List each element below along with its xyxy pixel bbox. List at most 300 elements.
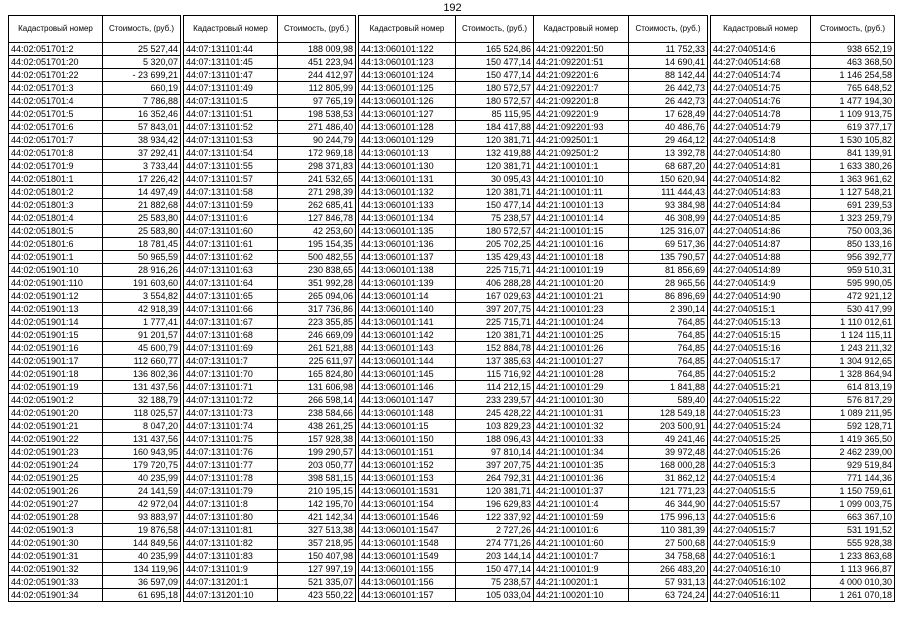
cadastral-number-cell: 44:13:060101:145 (359, 368, 456, 381)
cadastral-number-cell: 44:21:100101:59 (534, 511, 629, 524)
table-row (534, 433, 708, 446)
table-row (359, 472, 534, 485)
cadastral-number-cell: 44:27:040515:6 (711, 511, 811, 524)
table-row (711, 537, 895, 550)
table-row (359, 121, 534, 134)
cadastral-number-cell: 44:07:131101:61 (184, 238, 278, 251)
cost-cell: 105 033,04 (456, 589, 534, 602)
cost-cell: 397 207,75 (456, 303, 534, 316)
cadastral-number-cell: 44:13:060101:157 (359, 589, 456, 602)
cadastral-number-cell: 44:13:060101:155 (359, 563, 456, 576)
table-row (184, 238, 356, 251)
cadastral-number-cell: 44:02:051901:27 (9, 498, 103, 511)
cadastral-number-cell: 44:02:051701:22 (9, 69, 103, 82)
cost-cell: 264 792,31 (456, 472, 534, 485)
cadastral-number-cell: 44:02:051901:18 (9, 368, 103, 381)
cadastral-number-cell: 44:13:060101:133 (359, 199, 456, 212)
cost-cell: 13 392,78 (629, 147, 708, 160)
cadastral-number-cell: 44:02:051901:1 (9, 251, 103, 264)
cost-cell: 57 843,01 (103, 121, 181, 134)
cadastral-number-cell: 44:13:060101:131 (359, 173, 456, 186)
cadastral-number-cell: 44:02:051701:4 (9, 95, 103, 108)
table-row (534, 472, 708, 485)
table-row (534, 459, 708, 472)
table-row (711, 277, 895, 290)
cadastral-number-cell: 44:27:040514:79 (711, 121, 811, 134)
cadastral-number-cell: 44:02:051901:21 (9, 420, 103, 433)
table-row (534, 199, 708, 212)
cadastral-number-cell: 44:07:131101:60 (184, 225, 278, 238)
cadastral-number-cell: 44:02:051801:5 (9, 225, 103, 238)
cost-cell: 40 235,99 (103, 472, 181, 485)
cadastral-number-cell: 44:07:131101:6 (184, 212, 278, 225)
cost-cell: 274 771,26 (456, 537, 534, 550)
table-row (534, 134, 708, 147)
cadastral-number-cell: 44:13:060101:130 (359, 160, 456, 173)
table-row (9, 368, 181, 381)
cadastral-number-cell: 44:27:040515:57 (711, 498, 811, 511)
cost-cell: 42 972,04 (103, 498, 181, 511)
cost-cell: 97 810,14 (456, 446, 534, 459)
cost-cell: 118 025,57 (103, 407, 181, 420)
table-row (534, 342, 708, 355)
table-row (711, 368, 895, 381)
table-row (711, 446, 895, 459)
table-row (711, 199, 895, 212)
cost-cell: 120 381,71 (456, 160, 534, 173)
cost-cell: 125 316,07 (629, 225, 708, 238)
cost-cell: 69 517,36 (629, 238, 708, 251)
cost-cell: 49 241,46 (629, 433, 708, 446)
cadastral-number-header: Кадастровый номер (9, 16, 103, 43)
cost-cell: 663 367,10 (811, 511, 895, 524)
table-row (711, 550, 895, 563)
cadastral-number-cell: 44:27:040516:10 (711, 563, 811, 576)
cadastral-number-cell: 44:21:092201:9 (534, 108, 629, 121)
cadastral-number-cell: 44:07:131101:54 (184, 147, 278, 160)
cadastral-number-cell: 44:21:100201:1 (534, 576, 629, 589)
cadastral-number-cell: 44:21:100101:26 (534, 342, 629, 355)
cadastral-number-cell: 44:21:100101:11 (534, 186, 629, 199)
cost-cell: 225 715,71 (456, 316, 534, 329)
cadastral-number-cell: 44:21:100201:10 (534, 589, 629, 602)
cadastral-number-cell: 44:07:131101:64 (184, 277, 278, 290)
cost-cell: 764,85 (629, 342, 708, 355)
table-row (9, 238, 181, 251)
table-row (184, 459, 356, 472)
cost-cell: 150 477,14 (456, 199, 534, 212)
cadastral-number-cell: 44:27:040515:21 (711, 381, 811, 394)
cadastral-number-cell: 44:07:131101:65 (184, 290, 278, 303)
cost-cell: 463 368,50 (811, 56, 895, 69)
table-row (534, 147, 708, 160)
cost-cell: 4 000 010,30 (811, 576, 895, 589)
cadastral-number-cell: 44:27:040515:7 (711, 524, 811, 537)
cost-cell: 225 611,97 (278, 355, 356, 368)
cost-cell: 27 500,68 (629, 537, 708, 550)
table-row (359, 69, 534, 82)
cost-cell: - 23 699,21 (103, 69, 181, 82)
table-row (9, 329, 181, 342)
table-row (9, 498, 181, 511)
cadastral-number-cell: 44:27:040514:75 (711, 82, 811, 95)
table-row (534, 43, 708, 56)
table-row (359, 186, 534, 199)
table-row (184, 368, 356, 381)
cadastral-number-cell: 44:13:060101:15 (359, 420, 456, 433)
cadastral-number-cell: 44:07:131101:70 (184, 368, 278, 381)
cost-cell: 223 355,85 (278, 316, 356, 329)
table-row (359, 173, 534, 186)
cost-header: Стоимость, (руб.) (629, 16, 708, 43)
table-row (9, 147, 181, 160)
table-row (711, 264, 895, 277)
table-row (9, 212, 181, 225)
cost-cell: 175 996,13 (629, 511, 708, 524)
table-row (711, 95, 895, 108)
cadastral-number-cell: 44:07:131101:9 (184, 563, 278, 576)
cost-cell: 750 003,36 (811, 225, 895, 238)
cost-cell: 18 781,45 (103, 238, 181, 251)
cadastral-number-cell: 44:27:040515:4 (711, 472, 811, 485)
cadastral-number-cell: 44:27:040514:78 (711, 108, 811, 121)
table-row (9, 485, 181, 498)
cost-cell: 168 000,28 (629, 459, 708, 472)
cost-cell: 30 095,43 (456, 173, 534, 186)
table-row (534, 329, 708, 342)
cost-cell: 120 381,71 (456, 186, 534, 199)
table-row (184, 485, 356, 498)
cadastral-number-cell: 44:21:100101:32 (534, 420, 629, 433)
table-row (534, 264, 708, 277)
table-row (184, 82, 356, 95)
cadastral-number-cell: 44:13:060101:139 (359, 277, 456, 290)
cadastral-number-cell: 44:27:040514:83 (711, 186, 811, 199)
cost-cell: 764,85 (629, 355, 708, 368)
table-row (184, 433, 356, 446)
cadastral-number-cell: 44:21:100101:21 (534, 290, 629, 303)
cadastral-number-cell: 44:07:131101:72 (184, 394, 278, 407)
cost-cell: 121 771,23 (629, 485, 708, 498)
cadastral-number-cell: 44:27:040514:80 (711, 147, 811, 160)
cadastral-number-cell: 44:02:051701:6 (9, 121, 103, 134)
table-row (711, 472, 895, 485)
cadastral-number-cell: 44:21:100101:35 (534, 459, 629, 472)
cadastral-number-cell: 44:21:092201:51 (534, 56, 629, 69)
cadastral-number-cell: 44:21:100101:31 (534, 407, 629, 420)
table-row (711, 173, 895, 186)
cost-cell: 17 628,49 (629, 108, 708, 121)
cadastral-cost-table-2 (183, 15, 356, 602)
table-row (534, 537, 708, 550)
cadastral-number-cell: 44:27:040514:85 (711, 212, 811, 225)
table-row (9, 160, 181, 173)
cadastral-number-cell: 44:07:131101:80 (184, 511, 278, 524)
cadastral-number-cell: 44:27:040515:5 (711, 485, 811, 498)
cost-cell: 24 141,59 (103, 485, 181, 498)
cost-cell: 8 047,20 (103, 420, 181, 433)
cost-cell: 135 790,57 (629, 251, 708, 264)
table-row (184, 316, 356, 329)
table-row (9, 511, 181, 524)
cadastral-number-cell: 44:21:100101:18 (534, 251, 629, 264)
cost-cell: 42 253,60 (278, 225, 356, 238)
cadastral-number-cell: 44:27:040515:1 (711, 303, 811, 316)
cost-cell: 45 600,79 (103, 342, 181, 355)
table-row (534, 186, 708, 199)
table-row (534, 95, 708, 108)
table-row (711, 355, 895, 368)
cost-cell: 144 849,56 (103, 537, 181, 550)
table-row (359, 524, 534, 537)
cost-cell: 451 223,94 (278, 56, 356, 69)
cost-cell: 438 261,25 (278, 420, 356, 433)
cadastral-number-cell: 44:27:040514:81 (711, 160, 811, 173)
cadastral-number-cell: 44:21:100101:29 (534, 381, 629, 394)
table-row (534, 550, 708, 563)
cadastral-number-cell: 44:07:131101:79 (184, 485, 278, 498)
table-row (184, 576, 356, 589)
cadastral-number-cell: 44:21:100101:23 (534, 303, 629, 316)
cadastral-number-cell: 44:13:060101:135 (359, 225, 456, 238)
cost-cell: 19 876,58 (103, 524, 181, 537)
cadastral-number-cell: 44:21:100101:33 (534, 433, 629, 446)
table-row (184, 563, 356, 576)
cost-cell: 93 384,98 (629, 199, 708, 212)
table-row (9, 459, 181, 472)
cadastral-number-cell: 44:02:051901:13 (9, 303, 103, 316)
cost-cell: 592 128,71 (811, 420, 895, 433)
cost-cell: 357 218,95 (278, 537, 356, 550)
cost-cell: 50 965,59 (103, 251, 181, 264)
table-row (534, 511, 708, 524)
table-row (534, 368, 708, 381)
cadastral-number-cell: 44:21:092201:93 (534, 121, 629, 134)
cost-cell: 28 965,56 (629, 277, 708, 290)
cadastral-number-cell: 44:13:060101:137 (359, 251, 456, 264)
cost-cell: 298 371,83 (278, 160, 356, 173)
cost-cell: 75 238,57 (456, 212, 534, 225)
table-row (9, 303, 181, 316)
cadastral-number-cell: 44:21:100101:30 (534, 394, 629, 407)
table-row (359, 147, 534, 160)
table-row (184, 147, 356, 160)
table-row (9, 381, 181, 394)
table-row (9, 264, 181, 277)
cadastral-number-cell: 44:02:051701:7 (9, 134, 103, 147)
cost-cell: 225 715,71 (456, 264, 534, 277)
table-row (711, 56, 895, 69)
cost-cell: 500 482,55 (278, 251, 356, 264)
cadastral-number-cell: 44:13:060101:128 (359, 121, 456, 134)
cadastral-number-cell: 44:02:051701:8 (9, 147, 103, 160)
cost-cell: 122 337,92 (456, 511, 534, 524)
table-row (184, 251, 356, 264)
cost-cell: 576 817,29 (811, 394, 895, 407)
cost-cell: 165 524,86 (456, 43, 534, 56)
cadastral-number-cell: 44:27:040514:89 (711, 264, 811, 277)
cadastral-number-cell: 44:21:100101:13 (534, 199, 629, 212)
cost-cell: 112 805,99 (278, 82, 356, 95)
cadastral-number-cell: 44:02:051901:3 (9, 524, 103, 537)
cost-cell: 63 724,24 (629, 589, 708, 602)
cost-cell: 1 323 259,79 (811, 212, 895, 225)
table-row (184, 160, 356, 173)
cost-cell: 1 841,88 (629, 381, 708, 394)
cadastral-cost-table-1 (8, 15, 181, 602)
table-row (534, 56, 708, 69)
cost-cell: 1 113 966,87 (811, 563, 895, 576)
cadastral-number-cell: 44:07:131101:62 (184, 251, 278, 264)
table-row (359, 238, 534, 251)
cadastral-number-cell: 44:07:131201:10 (184, 589, 278, 602)
cost-cell: 86 896,69 (629, 290, 708, 303)
cost-cell: 230 838,65 (278, 264, 356, 277)
cadastral-number-cell: 44:27:040514:8 (711, 134, 811, 147)
table-row (711, 82, 895, 95)
cost-cell: 85 115,95 (456, 108, 534, 121)
cadastral-number-cell: 44:02:051801:6 (9, 238, 103, 251)
cost-cell: 11 752,33 (629, 43, 708, 56)
table-row (711, 394, 895, 407)
table-row (711, 407, 895, 420)
cost-cell: 103 829,23 (456, 420, 534, 433)
cadastral-number-cell: 44:27:040515:26 (711, 446, 811, 459)
table-row (359, 576, 534, 589)
cost-cell: 1 633 380,26 (811, 160, 895, 173)
cadastral-number-cell: 44:13:060101:150 (359, 433, 456, 446)
table-row (359, 342, 534, 355)
cost-cell: 2 462 239,00 (811, 446, 895, 459)
table-row (359, 498, 534, 511)
table-row (184, 56, 356, 69)
cost-cell: 210 195,15 (278, 485, 356, 498)
cost-cell: 135 429,43 (456, 251, 534, 264)
cost-cell: 16 352,46 (103, 108, 181, 121)
cadastral-number-cell: 44:27:040515:16 (711, 342, 811, 355)
cost-cell: 266 483,20 (629, 563, 708, 576)
table-row (184, 173, 356, 186)
table-row (359, 160, 534, 173)
cost-cell: 179 720,75 (103, 459, 181, 472)
cost-cell: 160 943,95 (103, 446, 181, 459)
table-row (184, 472, 356, 485)
table-row (9, 108, 181, 121)
table-row (359, 264, 534, 277)
cost-cell: 1 110 012,61 (811, 316, 895, 329)
cadastral-number-cell: 44:07:131101:51 (184, 108, 278, 121)
cost-cell: 136 802,36 (103, 368, 181, 381)
cost-cell: 245 428,22 (456, 407, 534, 420)
cost-cell: 195 154,35 (278, 238, 356, 251)
table-row (184, 290, 356, 303)
table-row (711, 251, 895, 264)
cadastral-number-cell: 44:27:040514:86 (711, 225, 811, 238)
table-row (534, 69, 708, 82)
cost-cell: 1 363 961,62 (811, 173, 895, 186)
cost-cell: 262 685,41 (278, 199, 356, 212)
table-row (711, 186, 895, 199)
cadastral-number-cell: 44:02:051901:10 (9, 264, 103, 277)
cadastral-number-cell: 44:27:040514:84 (711, 199, 811, 212)
cadastral-number-cell: 44:13:060101:152 (359, 459, 456, 472)
cadastral-number-cell: 44:27:040515:17 (711, 355, 811, 368)
cadastral-number-cell: 44:21:100101:19 (534, 264, 629, 277)
table-row (359, 199, 534, 212)
cadastral-number-cell: 44:27:040515:15 (711, 329, 811, 342)
cadastral-number-cell: 44:02:051901:30 (9, 537, 103, 550)
cost-cell: 531 191,52 (811, 524, 895, 537)
table-row (359, 459, 534, 472)
cost-cell: 1 233 863,68 (811, 550, 895, 563)
cost-cell: 127 997,19 (278, 563, 356, 576)
cadastral-number-cell: 44:07:131101:81 (184, 524, 278, 537)
cost-cell: 120 381,71 (456, 329, 534, 342)
cadastral-number-cell: 44:21:100101:6 (534, 524, 629, 537)
cost-cell: 929 519,84 (811, 459, 895, 472)
table-row (359, 329, 534, 342)
cost-cell: 137 385,63 (456, 355, 534, 368)
table-row (711, 212, 895, 225)
table-row (359, 108, 534, 121)
table-row (184, 589, 356, 602)
table-row (711, 316, 895, 329)
table-row (534, 121, 708, 134)
cadastral-number-cell: 44:27:040516:102 (711, 576, 811, 589)
table-row (711, 329, 895, 342)
table-row (9, 290, 181, 303)
cost-cell: 530 417,99 (811, 303, 895, 316)
cadastral-number-cell: 44:13:060101:136 (359, 238, 456, 251)
cadastral-number-cell: 44:02:051801:3 (9, 199, 103, 212)
cadastral-number-cell: 44:07:131101:75 (184, 433, 278, 446)
table-row (184, 95, 356, 108)
table-row (359, 212, 534, 225)
cost-cell: 1 261 070,18 (811, 589, 895, 602)
table-row (359, 446, 534, 459)
table-row (534, 160, 708, 173)
cadastral-number-cell: 44:02:051901:17 (9, 355, 103, 368)
cost-cell: 14 497,49 (103, 186, 181, 199)
cadastral-number-cell: 44:27:040515:25 (711, 433, 811, 446)
cost-cell: 112 660,77 (103, 355, 181, 368)
cost-cell: 17 226,42 (103, 173, 181, 186)
cost-cell: 131 437,56 (103, 433, 181, 446)
cost-cell: 110 381,39 (629, 524, 708, 537)
table-row (534, 238, 708, 251)
table-row (359, 368, 534, 381)
cadastral-number-cell: 44:07:131101:7 (184, 355, 278, 368)
table-row (359, 420, 534, 433)
table-row (184, 108, 356, 121)
cadastral-number-cell: 44:27:040515:23 (711, 407, 811, 420)
cadastral-number-cell: 44:07:131101:47 (184, 69, 278, 82)
cadastral-number-cell: 44:13:060101:125 (359, 82, 456, 95)
cost-cell: 165 824,80 (278, 368, 356, 381)
table-row (9, 394, 181, 407)
cost-cell: 317 736,86 (278, 303, 356, 316)
cost-cell: 157 928,38 (278, 433, 356, 446)
cost-cell: 150 477,14 (456, 563, 534, 576)
cadastral-number-cell: 44:13:060101:1549 (359, 550, 456, 563)
table-row (184, 134, 356, 147)
cost-cell: 172 969,18 (278, 147, 356, 160)
cost-cell: 61 695,18 (103, 589, 181, 602)
cost-cell: 188 096,43 (456, 433, 534, 446)
cost-cell: 1 477 194,30 (811, 95, 895, 108)
table-row (359, 394, 534, 407)
cadastral-cost-table-4 (533, 15, 708, 602)
